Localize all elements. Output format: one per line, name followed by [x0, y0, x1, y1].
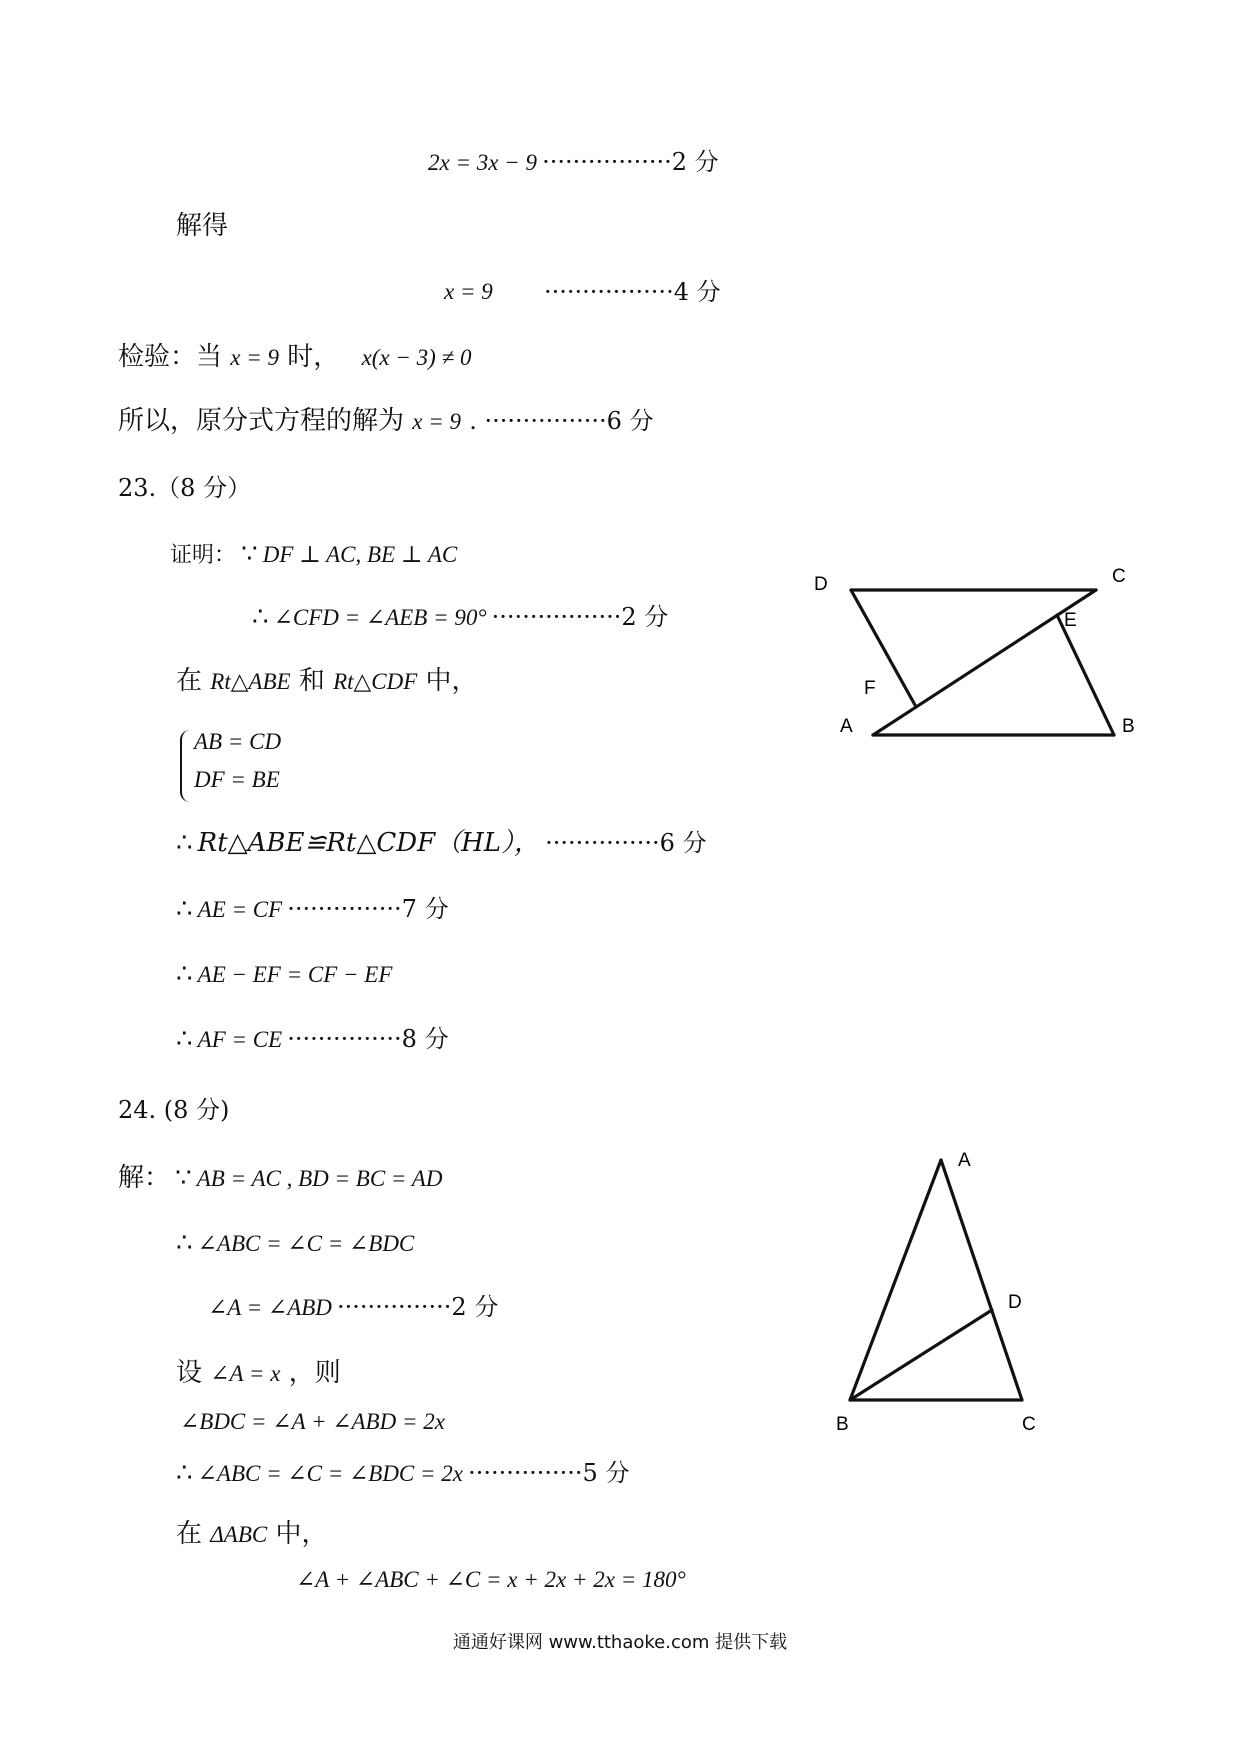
- q23-line-6: [176, 961, 392, 987]
- q23-line-2: [252, 604, 668, 630]
- label-B: B: [836, 1414, 849, 1435]
- q23-line-4: [176, 830, 706, 856]
- q24-line-5: ∠BDC = ∠A + ∠ABD = 2x: [180, 1409, 445, 1434]
- text: 和: [298, 666, 325, 696]
- because-symbol: ∵: [175, 1163, 192, 1193]
- q24-figure: [820, 1140, 1080, 1440]
- text: 设: [176, 1358, 203, 1388]
- q23-figure: [800, 560, 1160, 750]
- q24-given-line: [118, 1165, 442, 1191]
- conclusion-expression: x = 9: [412, 409, 462, 434]
- score-marker: ···············6 分: [545, 829, 707, 857]
- condition: x = 9: [230, 345, 280, 370]
- expression: AE = CF: [197, 897, 283, 922]
- text: 中，: [425, 666, 478, 696]
- label-C: C: [1112, 566, 1126, 587]
- q24-line-2: [176, 1230, 414, 1256]
- label-B: B: [1122, 716, 1135, 737]
- label-A: A: [840, 716, 853, 737]
- q23-given-line: [170, 541, 457, 567]
- label-E: E: [1064, 610, 1077, 631]
- q23-line-3: [176, 668, 478, 694]
- triangle-2: Rt△CDF: [333, 669, 418, 694]
- score-marker: ·················4 分: [544, 278, 721, 306]
- q24-line-8: ∠A + ∠ABC + ∠C = x + 2x + 2x = 180°: [296, 1567, 686, 1592]
- expression: ∠ABC = ∠C = ∠BDC = 2x: [197, 1461, 464, 1486]
- footer-credit: 通通好课网 www.tthaoke.com 提供下载: [452, 1632, 788, 1653]
- q23-line-7: [176, 1026, 449, 1052]
- expression: AF = CE: [197, 1027, 283, 1052]
- therefore-symbol: ∴: [176, 1228, 193, 1258]
- when-label: 时，: [287, 342, 340, 372]
- label-F: F: [864, 678, 876, 699]
- q24-line-4: [176, 1360, 341, 1386]
- conclusion-text: 所以，原分式方程的解为: [118, 406, 405, 436]
- score-marker: . ················6 分: [469, 407, 654, 435]
- therefore-symbol: ∴: [176, 1458, 193, 1488]
- given-expression: DF ⊥ AC, BE ⊥ AC: [262, 542, 458, 567]
- triangle-1: Rt△ABE: [210, 669, 291, 694]
- check-expression: x(x − 3) ≠ 0: [361, 345, 472, 370]
- expression: ∠ABC = ∠C = ∠BDC: [197, 1231, 415, 1256]
- text: 在: [176, 1519, 203, 1549]
- system-line-2: DF = BE: [194, 767, 280, 792]
- check-line: [118, 344, 471, 370]
- solution-label: 解：: [118, 1163, 171, 1193]
- label-D: D: [1008, 1292, 1022, 1313]
- triangle: ΔABC: [210, 1522, 268, 1547]
- label-A: A: [958, 1150, 971, 1171]
- text: 中，: [275, 1519, 328, 1549]
- q23-line-5: [176, 896, 449, 922]
- text: ，则: [288, 1358, 341, 1388]
- therefore-symbol: ∴: [176, 1024, 193, 1054]
- score-marker: ···············8 分: [287, 1025, 449, 1053]
- because-symbol: ∵: [241, 539, 258, 569]
- score-marker: ···············5 分: [468, 1459, 630, 1487]
- score-marker: ···············2 分: [337, 1293, 499, 1321]
- q24-line-3: [208, 1295, 498, 1319]
- equation: x = 9: [444, 279, 493, 304]
- proof-label: 证明：: [170, 543, 237, 568]
- equation-line-1: [428, 150, 719, 174]
- system-brace: [180, 730, 192, 802]
- label-C: C: [1022, 1414, 1036, 1435]
- question-23-heading: 23.（8 分）: [118, 474, 252, 502]
- equation: 2x = 3x − 9: [428, 150, 537, 175]
- therefore-symbol: ∴: [252, 602, 269, 632]
- therefore-symbol: ∴: [176, 828, 193, 858]
- therefore-symbol: ∴: [176, 959, 193, 989]
- solve-label: 解得: [176, 211, 229, 241]
- therefore-symbol: ∴: [176, 894, 193, 924]
- congruence: Rt△ABE≌Rt△CDF（HL），: [197, 828, 541, 858]
- conclusion-line: [118, 408, 654, 434]
- expression: ∠A = x: [210, 1361, 281, 1386]
- equation-line-2: [444, 280, 493, 303]
- text: 在: [176, 666, 203, 696]
- expression: ∠A = ∠ABD: [208, 1295, 332, 1320]
- score-marker: ···············7 分: [287, 895, 449, 923]
- score-marker: ·················2 分: [542, 148, 719, 176]
- expression: ∠CFD = ∠AEB = 90°: [273, 605, 487, 630]
- question-24-heading: 24. (8 分): [118, 1096, 230, 1124]
- score-marker: ·················2 分: [491, 603, 669, 631]
- check-label: 检验：当: [118, 342, 223, 372]
- q24-line-6: [176, 1460, 629, 1486]
- given-expression: AB = AC , BD = BC = AD: [196, 1166, 443, 1191]
- label-D: D: [814, 574, 828, 595]
- system-line-1: AB = CD: [194, 729, 282, 754]
- expression: AE − EF = CF − EF: [197, 962, 393, 987]
- q24-line-7: [176, 1521, 328, 1547]
